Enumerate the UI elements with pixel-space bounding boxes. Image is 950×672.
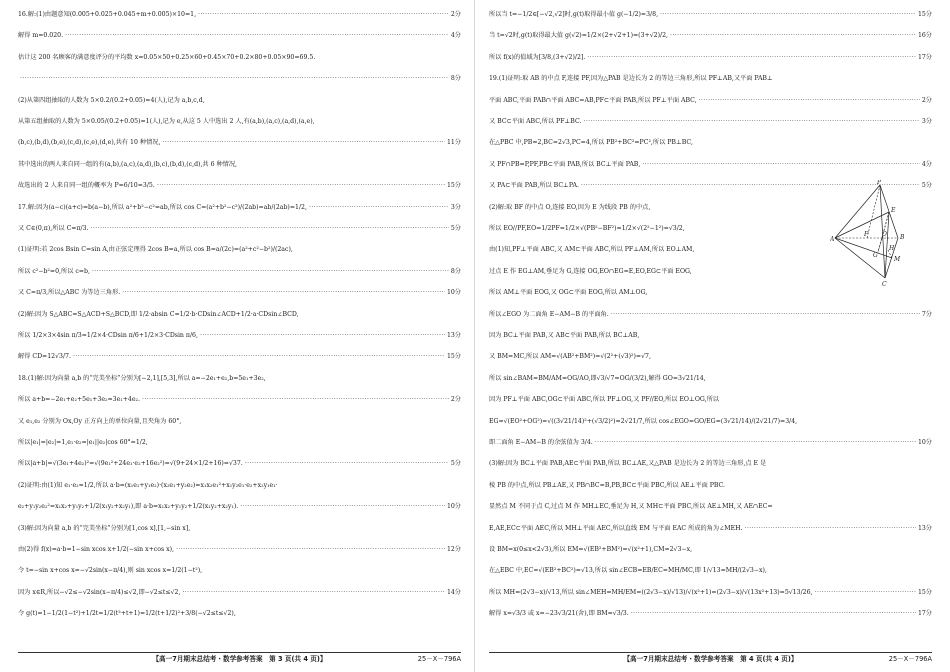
label-a: A xyxy=(830,236,835,243)
score-points: 12分 xyxy=(446,546,461,553)
leader-dots xyxy=(200,331,445,340)
line-text: e₂+y₁y₂e₂²=x₁x₂+y₁y₂+1/2(x₁y₂+x₂y₁),即 a·b=x₁x₂+y₁y₂+1/2(x₁y₂+x₂y₁). xyxy=(18,503,239,511)
line-text: 因为 PF⊥平面 ABC,OG⊂平面 ABC,所以 PF⊥OG,又 PF//EO,所以 EO⊥OG,所以 xyxy=(489,396,719,404)
line-text: 显然点 M 不同于点 C,过点 M 作 MH⊥EC,垂足为 H,又 MH⊂平面 PBC,所以 AE⊥MH,又 AE∩EC= xyxy=(489,503,773,511)
leader-dots xyxy=(611,310,920,319)
line-text: EG=√(EO²+OG²)=√((3√21/14)²+(√3/2)²)=2√21/7,所以 cos∠EGO=GO/EG=(3√21/14)/(2√21/7)=3/4, xyxy=(489,417,798,425)
score-points: 10分 xyxy=(917,439,932,446)
solution-line xyxy=(489,395,932,404)
solution-line xyxy=(18,138,461,147)
footer-code: 25－X－796A xyxy=(417,655,461,663)
solution-line xyxy=(18,31,461,40)
solution-line xyxy=(18,288,461,297)
label-c: C xyxy=(882,281,887,288)
line-text: 当 t=√2时,g(t)取得最大值 g(√2)=1/2×(2+√2+1)=(3+√2)/2, xyxy=(489,32,668,40)
solution-line xyxy=(18,395,461,404)
solution-line xyxy=(489,438,932,447)
line-text: 所以∠EGO 为二面角 E−AM−B 的平面角. xyxy=(489,310,609,318)
footer-title: 【高一7月期末总结考・数学参考答案 第 3 页(共 4 页)】 xyxy=(152,655,327,663)
score-points: 14分 xyxy=(446,588,461,596)
solution-line xyxy=(18,417,461,426)
score-points: 13分 xyxy=(446,332,461,339)
leader-dots xyxy=(581,181,920,190)
line-text: 从第五组抽取的人数为 5×0.05/(0.2+0.05)=1(人),记为 e,从这 5 人中选出 2 人,有(a,b),(a,c),(a,d),(a,e), xyxy=(18,118,315,125)
line-text: 由(1)知,PF⊥平面 ABC,又 AM⊂平面 ABC,所以 PF⊥AM,所以 EO⊥AM, xyxy=(489,246,695,254)
leader-dots xyxy=(198,10,449,19)
solution-line xyxy=(18,609,461,618)
score-points: 15分 xyxy=(446,353,461,361)
solution-line xyxy=(18,10,461,19)
score-points: 10分 xyxy=(446,503,461,511)
footer-title: 【高一7月期末总结考・数学参考答案 第 4 页(共 4 页)】 xyxy=(623,655,798,663)
line-text: 由(2)得 f(x)=a·b=1−sin xcos x+1/2(−sin x+cos x), xyxy=(18,546,174,553)
line-text: 又 PA⊂平面 PAB,所以 BC⊥PA. xyxy=(489,182,579,190)
leader-dots xyxy=(245,459,449,468)
label-e: E xyxy=(891,207,896,214)
solution-line xyxy=(489,566,932,575)
line-text: 棱 PB 的中点,所以 PB⊥AE,又 PB∩BC=B,PB,BC⊂平面 PBC,所以 AE⊥平面 PBC. xyxy=(489,481,726,489)
line-text: 估计这 200 名顾客的满意度评分的平均数 x=0.05×50+0.25×60+0.45×70+0.2×80+0.05×90=69.5. xyxy=(18,53,316,61)
line-text: (3)解:因为 BC⊥平面 PAB,AE⊂平面 PAB,所以 BC⊥AE,又△PAB 是边长为 2 的等边三角形,点 E 是 xyxy=(489,460,767,468)
solution-line xyxy=(18,481,461,490)
solution-line xyxy=(18,310,461,319)
line-text: 所以 f(x)的值域为[3/8,(3+√2)/2]. xyxy=(489,53,586,61)
solution-line xyxy=(489,267,932,276)
solution-line xyxy=(489,459,932,468)
score-points: 2分 xyxy=(921,96,932,104)
solution-line xyxy=(489,502,932,511)
line-text: 所以 EO//PF,EO=1/2PF=1/2×√(PB²−BF²)=1/2×√(2²−1²)=√3/2, xyxy=(489,225,685,232)
line-text: 因为 BC⊥平面 PAB,又 AB⊂平面 PAB,所以 BC⊥AB, xyxy=(489,332,640,339)
solution-line xyxy=(489,74,932,83)
solution-line xyxy=(18,438,461,447)
leader-dots xyxy=(595,438,916,447)
line-text: E,AE,EC⊂平面 AEC,所以 MH⊥平面 AEC,所以直线 EM 与平面 EAC 所成的角为∠MEH. xyxy=(489,524,743,532)
line-text: 故选出的 2 人来自同一组的概率为 P=6/10=3/5. xyxy=(18,182,155,190)
solution-line xyxy=(18,224,461,233)
score-points: 15分 xyxy=(446,182,461,190)
solution-line xyxy=(18,117,461,126)
label-p: P xyxy=(877,180,882,186)
solution-line xyxy=(18,74,461,83)
leader-dots xyxy=(122,288,445,297)
line-text: (2)解:因为 S△ABC=S△ACD+S△BCD,即 1/2·absin C=1/2·b·CDsin∠ACD+1/2·a·CDsin∠BCD, xyxy=(18,310,299,318)
score-points: 4分 xyxy=(921,160,932,168)
score-points: 5分 xyxy=(921,182,932,190)
solution-line xyxy=(489,117,932,126)
line-text: (2)证明:由(1)知 e₁·e₂=1/2,所以 a·b=(x₁e₁+y₁e₂)·(x₂e₁+y₂e₂)=x₁x₂e₁²+x₁y₂e₁·e₂+x₂y₁e₁· xyxy=(18,481,278,489)
line-text: 其中选出的两人来自同一组的有(a,b),(a,c),(a,d),(b,c),(b,d),(c,d),共 6 种情况, xyxy=(18,160,238,168)
solution-line xyxy=(18,245,461,254)
solution-line xyxy=(489,224,932,233)
solution-line xyxy=(489,524,932,533)
line-text: 18.(1)解:因为向量 a,b 的“完美坐标”分别为[−2,1],[5,3],所以 a=−2e₁+e₂,b=5e₁+3e₂, xyxy=(18,374,266,382)
leader-dots xyxy=(587,53,916,62)
solution-line xyxy=(489,310,932,319)
score-points: 15分 xyxy=(917,588,932,596)
score-points: 7分 xyxy=(921,310,932,318)
leader-dots xyxy=(162,138,445,147)
line-text: 又 e₁,e₂ 分别为 Ox,Oy 正方向上的单位向量,且夹角为 60°, xyxy=(18,417,182,425)
score-points: 2分 xyxy=(450,396,461,404)
score-points: 15分 xyxy=(917,11,932,18)
page-4 xyxy=(475,0,950,672)
solution-line xyxy=(489,609,932,618)
leader-dots xyxy=(583,117,919,126)
line-text: 在△EBC 中,EC=√(EB²+BC²)=√13,所以 sin∠ECB=EB/EC=MH/MC,即 1/√13=MH/(2√3−x), xyxy=(489,567,767,575)
solution-line xyxy=(18,374,461,383)
score-points: 11分 xyxy=(446,139,461,147)
solution-line xyxy=(489,331,932,340)
leader-dots xyxy=(642,160,920,169)
solution-line xyxy=(18,524,461,533)
page-footer xyxy=(489,652,932,665)
line-text: 所以 a+b=−2e₁+e₂+5e₁+3e₂=3e₁+4e₂. xyxy=(18,396,140,404)
solution-line xyxy=(18,267,461,276)
line-text: 所以 1/2×3×4sin π/3=1/2×4·CDsin π/6+1/2×3·CDsin π/6, xyxy=(18,332,198,339)
leader-dots xyxy=(660,10,916,19)
line-text: (3)解:因为向量 a,b 的“完美坐标”分别为[1,cos x],[1,−sin x], xyxy=(18,524,191,532)
solution-line xyxy=(489,160,932,169)
solution-line xyxy=(18,203,461,212)
line-text: 在△PBC 中,PB=2,BC=2√3,PC=4,所以 PB²+BC²=PC²,所以 PB⊥BC, xyxy=(489,139,693,147)
leader-dots xyxy=(92,267,449,276)
line-text: 17.解:因为(a−c)(a+c)=b(a−b),所以 a²+b²−c²=ab,所以 cos C=(a²+b²−c²)/(2ab)=ab/(2ab)=1/2, xyxy=(18,203,307,211)
line-text: 令 t=−sin x+cos x=−√2sin(x−π/4),则 sin xcos x=1/2(1−t²), xyxy=(18,567,203,575)
line-text: 过点 E 作 EG⊥AM,垂足为 G,连接 OG,EO∩EG=E,EO,EG⊂平面 EOG, xyxy=(489,267,692,275)
leader-dots xyxy=(182,588,445,597)
label-b: B xyxy=(900,234,905,241)
solution-line xyxy=(18,352,461,361)
leader-dots xyxy=(309,203,449,212)
line-text: 又 BC⊂平面 ABC,所以 PF⊥BC. xyxy=(489,118,582,125)
solution-line xyxy=(18,53,461,62)
label-o: O xyxy=(882,231,887,238)
leader-dots xyxy=(91,224,449,233)
line-text: 因为 x∈R,所以−√2≤−√2sin(x−π/4)≤√2,即−√2≤t≤√2, xyxy=(18,588,181,596)
solution-line xyxy=(489,588,932,597)
page-footer xyxy=(18,652,461,665)
line-text: 又 C∈(0,π),所以 C=π/3. xyxy=(18,225,89,232)
solution-line xyxy=(18,96,461,105)
leader-dots xyxy=(670,31,916,40)
line-text: 所以 MH=(2√3−x)/√13,所以 sin∠MEH=MH/EM=((2√3−x)/√13)/√(x²+1)=(2√3−x)/√(13x²+13)=5√13/26, xyxy=(489,588,813,596)
score-points: 8分 xyxy=(450,75,461,83)
solution-line xyxy=(18,566,461,575)
leader-dots xyxy=(699,96,920,105)
solution-line xyxy=(489,138,932,147)
line-text: 即二面角 E−AM−B 的余弦值为 3/4. xyxy=(489,439,593,446)
label-h: H xyxy=(889,245,895,252)
solution-line xyxy=(18,160,461,169)
score-points: 3分 xyxy=(450,203,461,211)
score-points: 2分 xyxy=(450,11,461,18)
score-points: 5分 xyxy=(450,460,461,468)
solution-line xyxy=(489,545,932,554)
leader-dots xyxy=(176,545,445,554)
solution-line xyxy=(489,31,932,40)
score-points: 13分 xyxy=(917,524,932,532)
solution-line xyxy=(489,417,932,426)
leader-dots xyxy=(744,524,915,533)
score-points: 4分 xyxy=(450,32,461,40)
solution-line xyxy=(18,545,461,554)
line-text: (b,c),(b,d),(b,e),(c,d),(c,e),(d,e),共有 10 种情况, xyxy=(18,139,161,147)
line-text: 所以 sin∠BAM=BM/AM=OG/AO,即√3/√7=OG/(3/2),解得 GO=3√21/14, xyxy=(489,374,706,382)
solution-line xyxy=(489,374,932,383)
line-text: 解得 CD=12√3/7. xyxy=(18,353,71,361)
leader-dots xyxy=(631,609,916,618)
line-text: 所以当 t=−1/2∈[−√2,√2]时,g(t)取得最小值 g(−1/2)=3/8, xyxy=(489,11,659,18)
score-points: 3分 xyxy=(921,118,932,125)
label-g: G xyxy=(873,252,878,259)
score-points: 5分 xyxy=(450,225,461,232)
line-text: 解得 x=√3/3 或 x=−23√3/21(舍),即 BM=√3/3. xyxy=(489,610,629,618)
line-text: 令 g(t)=1−1/2(1−t²)+1/2t=1/2(t²+t+1)=1/2(t+1/2)²+3/8(−√2≤t≤√2), xyxy=(18,610,236,618)
solution-line xyxy=(489,203,932,212)
leader-dots xyxy=(142,395,449,404)
solution-line xyxy=(489,481,932,490)
score-points: 8分 xyxy=(450,267,461,275)
line-text: 所以 c²−b²=0,所以 c=b, xyxy=(18,267,90,275)
solution-line xyxy=(18,331,461,340)
score-points: 17分 xyxy=(917,610,932,618)
leader-dots xyxy=(157,181,445,190)
line-text: 解得 m=0.020. xyxy=(18,32,64,40)
footer-code: 25－X－796A xyxy=(888,655,932,663)
solution-line xyxy=(489,288,932,297)
line-text: 所以 AM⊥平面 EOG,又 OG⊂平面 EOG,所以 AM⊥OG, xyxy=(489,289,648,297)
solution-line xyxy=(489,352,932,361)
solution-line xyxy=(489,10,932,19)
line-text: 所以|e₁|=|e₂|=1,e₁·e₂=|e₁||e₂|cos 60°=1/2, xyxy=(18,439,148,446)
leader-dots xyxy=(815,588,916,597)
label-m: M xyxy=(894,256,901,263)
solution-line xyxy=(18,459,461,468)
line-text: 16.解:(1)由题意知(0.005+0.025+0.045+m+0.005)×10=1, xyxy=(18,11,197,18)
line-text: 又 PF∩PB=P,PF,PB⊂平面 PAB,所以 BC⊥平面 PAB, xyxy=(489,160,641,168)
score-points: 17分 xyxy=(917,53,932,61)
solution-line xyxy=(489,96,932,105)
solution-line xyxy=(489,245,932,254)
line-text: (2)解:取 BF 的中点 O,连接 EO,因为 E 为线段 PB 的中点, xyxy=(489,203,651,211)
score-points: 10分 xyxy=(446,289,461,297)
leader-dots xyxy=(65,31,449,40)
solution-line xyxy=(18,588,461,597)
label-f: F xyxy=(864,231,869,238)
solution-line xyxy=(489,53,932,62)
solution-line xyxy=(18,502,461,511)
line-text: (1)证明:若 2cos Bsin C=sin A,由正弦定理得 2cos B=a,所以 cos B=a/(2c)=(a²+c²−b²)/(2ac), xyxy=(18,246,293,254)
line-text: 又 C=π/3,所以△ABC 为等边三角形. xyxy=(18,289,121,297)
solution-line xyxy=(18,181,461,190)
leader-dots xyxy=(240,502,445,511)
line-text: 平面 ABC,平面 PAB∩平面 ABC=AB,PF⊂平面 PAB,所以 PF⊥平面 ABC, xyxy=(489,96,697,104)
leader-dots xyxy=(20,74,449,83)
solution-line xyxy=(489,181,932,190)
line-text: 19.(1)证明:取 AB 的中点 F,连接 PF,因为△PAB 是边长为 2 的等边三角形,所以 PF⊥AB,又平面 PAB⊥ xyxy=(489,75,773,83)
line-text: 所以|a+b|=√(3e₁+4e₂)²=√(9e₁²+24e₁·e₂+16e₂²)=√(9+24×1/2+16)=√37. xyxy=(18,460,243,468)
leader-dots xyxy=(73,352,445,361)
line-text: 又 BM=MC,所以 AM=√(AB²+BM²)=√(2²+(√3)²)=√7, xyxy=(489,353,651,361)
line-text: (2)从第四组抽取的人数为 5×0.2/(0.2+0.05)=4(人),记为 a,b,c,d, xyxy=(18,96,205,104)
line-text: 设 BM=x(0≤x<2√3),所以 EM=√(EB²+BM²)=√(x²+1),CM=2√3−x, xyxy=(489,546,693,553)
score-points: 16分 xyxy=(917,32,932,40)
